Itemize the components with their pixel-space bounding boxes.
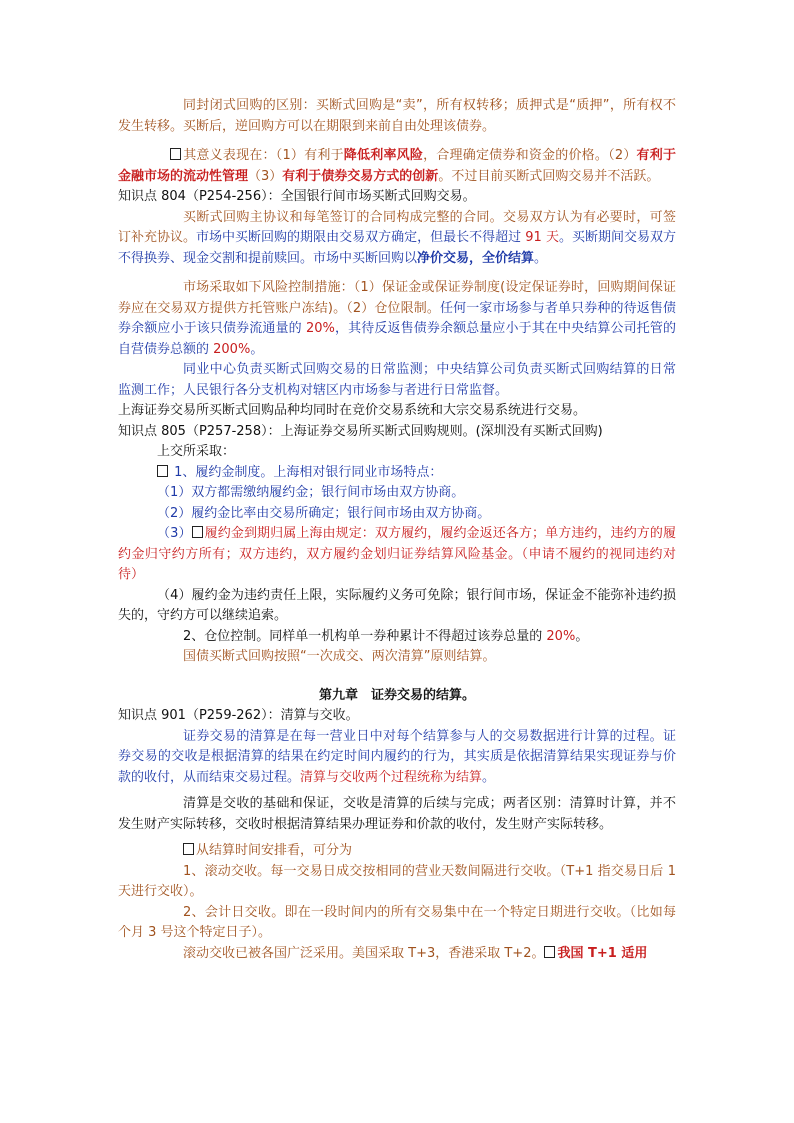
paragraph-sse-adopts: 上交所采取：: [157, 444, 236, 459]
paragraph-risk-control: 市场采取如下风险控制措施：（1）保证金或保证券制度(设定保证券时，回购期间保证券应在交易双方提供方托管账户冻结)。（2）仓位限制。任何一家市场参与者单只券种的待返售债券余额应小于该只债券流通量的 20%，其待反返售债券余额总量应小于其在中央结算公司托管的自营债券总额的 200%。: [118, 280, 676, 357]
paragraph-clearing-definition: 证券交易的清算是在每一营业日中对每个结算参与人的交易数据进行计算的过程。证券交易的交收是根据清算的结果在约定时间内履约的行为，其实质是依据清算结果实现证券与价款的收付，从而结束交易过程。清算与交收两个过程统称为结算。: [118, 728, 676, 785]
paragraph-significance: 其意义表现在：（1）有利于降低利率风险，合理确定债券和资金的价格。（2）有利于金融市场的流动性管理（3）有利于债券交易方式的创新。不过目前买断式回购交易并不活跃。: [118, 148, 676, 184]
paragraph-time-arrangement: 从结算时间安排看，可分为: [118, 841, 676, 862]
paragraph-rolling-adoption: 滚动交收已被各国广泛采用。美国采取 T+3，香港采取 T+2。 我国 T+1 适用: [183, 945, 648, 961]
checkbox-icon: [170, 148, 181, 160]
checkbox-icon: [192, 526, 203, 538]
paragraph-monitoring: 同业中心负责买断式回购交易的日常监测；中央结算公司负责买断式回购结算的日常监测工作；人民银行各分支机构对辖区内市场参与者进行日常监督。: [118, 362, 676, 398]
knowledge-point-901: 知识点 901（P259-262）：清算与交收。: [118, 708, 359, 723]
list-item-margin-3: （3） 履约金到期归属上海由规定：双方履约，履约金返还各方；单方违约，违约方的履约金归守约方所有；双方违约，双方履约金划归证券结算风险基金。（申请不履约的视同违约对待）: [118, 526, 676, 582]
checkbox-icon: [183, 843, 194, 855]
chapter-title: 第九章 证券交易的结算。: [318, 687, 475, 703]
list-item-account-period-settlement: 2、会计日交收。即在一段时间内的所有交易集中在一个特定日期进行交收。（比如每个月 3 号这个特定日子）。: [118, 904, 676, 940]
paragraph-position-control: 2、仓位控制。同样单一机构单一券种累计不得超过该券总量的 20%。: [183, 628, 589, 644]
paragraph-buyout-vs-closed: 同封闭式回购的区别：买断式回购是“卖”，所有权转移；质押式是“质押”，所有权不发生转移。买断后，逆回购方可以在期限到来前自由处理该债券。: [118, 98, 676, 134]
paragraph-shanghai-trading-systems: 上海证券交易所买断式回购品种均同时在竞价交易系统和大宗交易系统进行交易。: [118, 403, 587, 418]
list-item-margin-1: （1）双方都需缴纳履约金；银行间市场由双方协商。: [157, 485, 465, 500]
list-item-rolling-settlement: 1、滚动交收。每一交易日成交按相同的营业天数间隔进行交收。（T+1 指交易日后 1 天进行交收）。: [118, 863, 676, 899]
list-item-margin-2: （2）履约金比率由交易所确定；银行间市场由双方协商。: [157, 505, 491, 521]
knowledge-point-804: 知识点 804（P254-256）：全国银行间市场买断式回购交易。: [118, 189, 476, 204]
paragraph-margin-system: 1、履约金制度。上海相对银行同业市场特点：: [118, 463, 676, 484]
paragraph-treasury-settlement: 国债买断式回购按照“一次成交、两次清算”原则结算。: [183, 649, 496, 664]
document-page: [118, 96, 676, 964]
knowledge-point-805: 知识点 805（P257-258）：上海证券交易所买断式回购规则。(深圳没有买断式回购): [118, 423, 603, 439]
checkbox-icon: [544, 946, 555, 958]
list-item-margin-4: （4）履约金为违约责任上限，实际履约义务可免除；银行间市场，保证金不能弥补违约损失的，守约方可以继续追索。: [118, 587, 676, 623]
paragraph-clearing-vs-settlement: 清算是交收的基础和保证，交收是清算的后续与完成；两者区别：清算时计算，并不发生财产实际转移，交收时根据清算结果办理证券和价款的收付，发生财产实际转移。: [118, 796, 676, 832]
paragraph-buyout-agreement: 买断式回购主协议和每笔签订的合同构成完整的合同。交易双方认为有必要时，可签订补充协议。市场中买断回购的期限由交易双方确定，但最长不得超过 91 天。买断期间交易双方不得换券、现金交割和提前赎回。市场中买断回购以净价交易，全价结算。: [118, 209, 676, 266]
checkbox-icon: [157, 465, 168, 477]
